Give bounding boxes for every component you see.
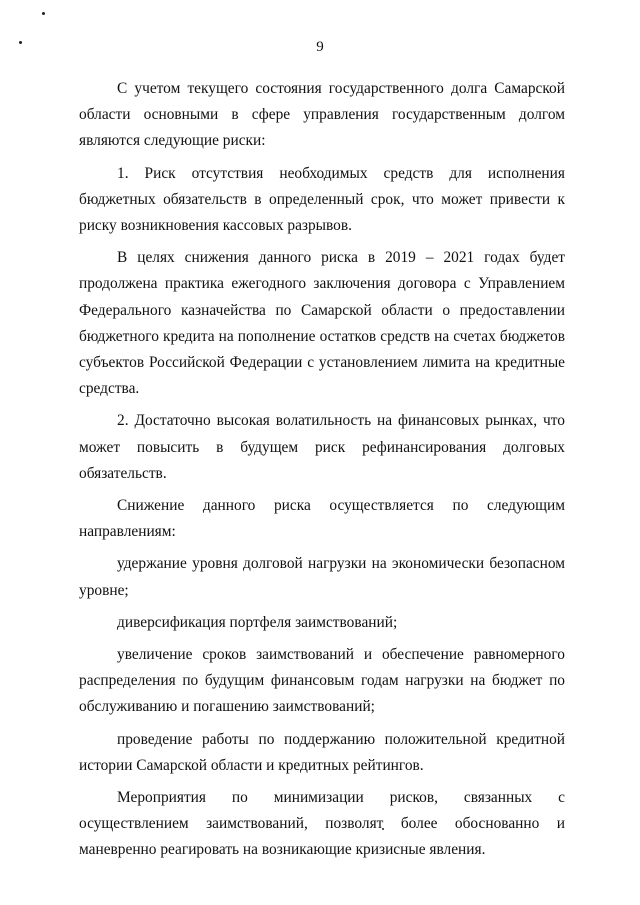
paragraph-direction-1: удержание уровня долговой нагрузки на экономически безопасном уровне; xyxy=(79,555,565,599)
body-text xyxy=(79,76,565,864)
paragraph-risk-1-mitigation: В целях снижения данного риска в 2019 – 2021 годах будет продолжена практика ежегодного заключения договора с Управлением Федерального казначейства по Самарской области о предоставлении бюджетного кредита на пополнение остатков средств на счетах бюджетов субъектов Российской Федерации с установлением лимита на кредитные средства. xyxy=(79,249,565,398)
paragraph-risk-2: 2. Достаточно высокая волатильность на финансовых рынках, что может повысить в будущем риск рефинансирования долговых обязательств. xyxy=(79,412,565,482)
paragraph-direction-3: увеличение сроков заимствований и обеспечение равномерного распределения по будущим финансовым годам нагрузки на бюджет по обслуживанию и погашению заимствований; xyxy=(79,646,565,716)
scan-speck xyxy=(42,12,45,15)
paragraph-risk-1: 1. Риск отсутствия необходимых средств для исполнения бюджетных обязательств в определенный срок, что может привести к риску возникновения кассовых разрывов. xyxy=(79,164,565,235)
paragraph-conclusion: Мероприятия по минимизации рисков, связанных с осуществлением заимствований, позволят более обоснованно и маневренно реагировать на возникающие кризисные явления. xyxy=(79,789,565,859)
paragraph-direction-2: диверсификация портфеля заимствований; xyxy=(117,613,398,631)
paragraph-direction-4: проведение работы по поддержанию положительной кредитной истории Самарской области и кредитных рейтингов. xyxy=(79,730,565,774)
paragraph-directions: Снижение данного риска осуществляется по следующим направлениям: xyxy=(79,497,565,541)
page-number: 9 xyxy=(316,39,324,55)
paragraph-intro: С учетом текущего состояния государственного долга Самарской области основными в сфере управления государственным долгом являются следующие риски: xyxy=(79,80,565,150)
